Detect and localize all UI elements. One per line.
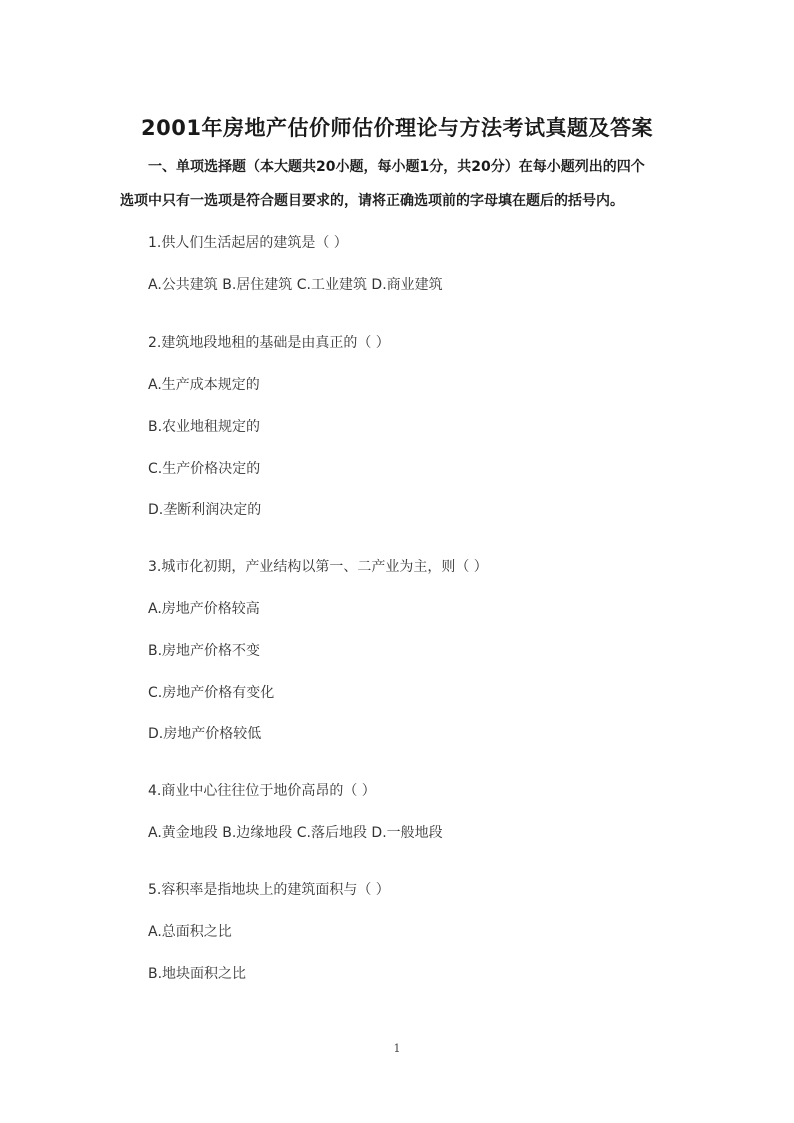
section-instructions <box>120 150 680 218</box>
question-3-option-c: C.房地产价格有变化 <box>148 685 275 701</box>
question-1-options: A.公共建筑 B.居住建筑 C.工业建筑 D.商业建筑 <box>148 277 443 293</box>
question-5-option-b: B.地块面积之比 <box>148 966 247 982</box>
question-3-option-b: B.房地产价格不变 <box>148 643 261 659</box>
question-2-stem: 2.建筑地段地租的基础是由真正的（ ） <box>148 335 390 351</box>
question-4-options: A.黄金地段 B.边缘地段 C.落后地段 D.一般地段 <box>148 825 443 841</box>
question-2-option-a: A.生产成本规定的 <box>148 377 260 393</box>
document-title: 2001年房地产估价师估价理论与方法考试真题及答案 <box>141 116 653 140</box>
question-1-stem: 1.供人们生活起居的建筑是（ ） <box>148 235 348 251</box>
page-number: 1 <box>393 1042 401 1055</box>
question-2-option-c: C.生产价格决定的 <box>148 461 261 477</box>
question-5-option-a: A.总面积之比 <box>148 924 232 940</box>
question-2-option-b: B.农业地租规定的 <box>148 419 261 435</box>
question-2-option-d: D.垄断利润决定的 <box>148 502 262 518</box>
question-4-stem: 4.商业中心往往位于地价高昂的（ ） <box>148 783 376 799</box>
instructions-line-2: 选项中只有一选项是符合题目要求的，请将正确选项前的字母填在题后的括号内。 <box>120 193 624 209</box>
instructions-line-1: 一、单项选择题（本大题共20小题，每小题1分，共20分）在每小题列出的四个 <box>148 159 645 175</box>
question-3-option-a: A.房地产价格较高 <box>148 601 260 617</box>
question-3-stem: 3.城市化初期，产业结构以第一、二产业为主，则（ ） <box>148 559 488 575</box>
question-3-option-d: D.房地产价格较低 <box>148 726 262 742</box>
question-5-stem: 5.容积率是指地块上的建筑面积与（ ） <box>148 882 390 898</box>
